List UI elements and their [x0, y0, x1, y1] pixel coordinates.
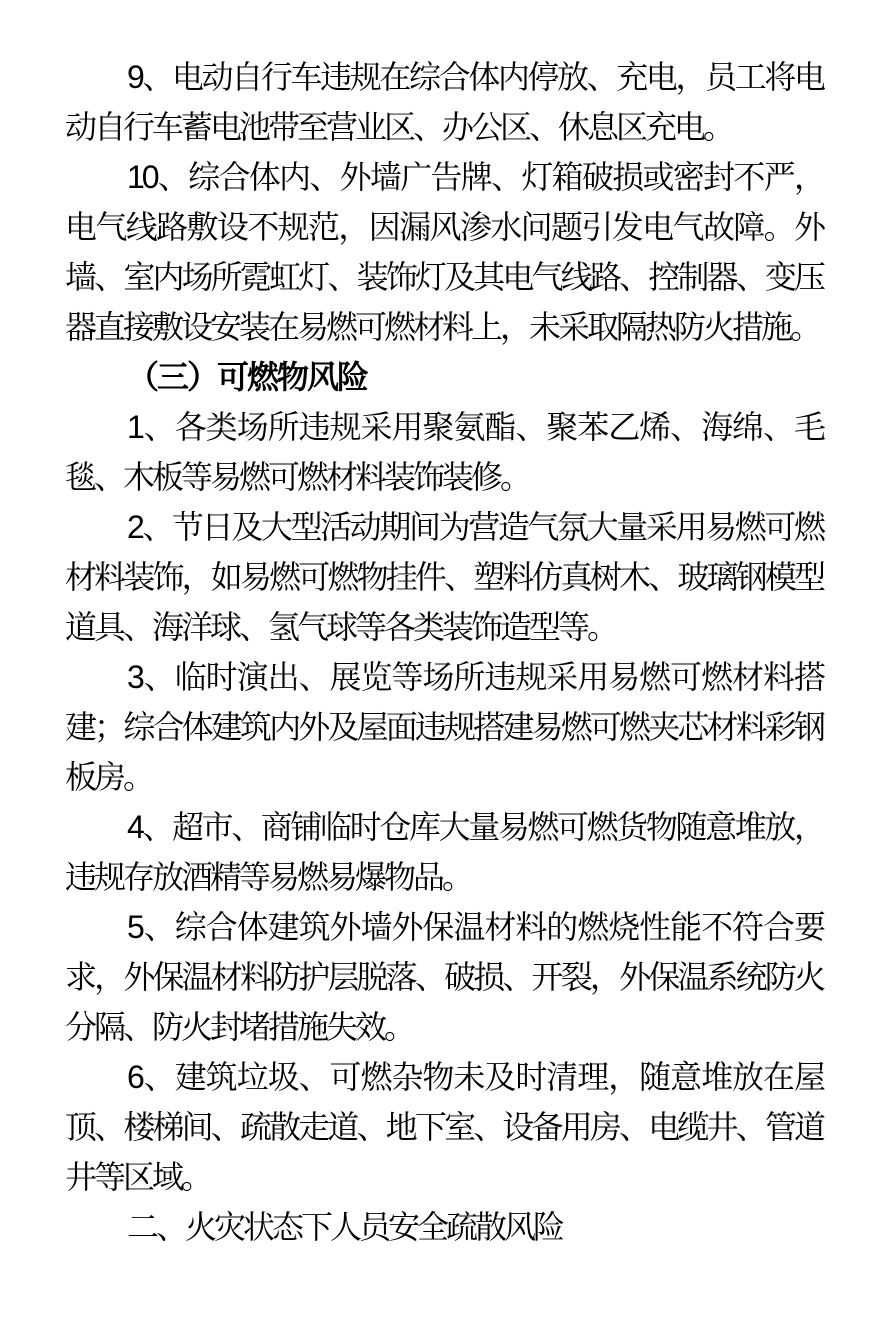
section-heading-combustibles-risk: （三）可燃物风险: [127, 359, 368, 395]
paragraph-item-10: 10、综合体内、外墙广告牌、灯箱破损或密封不严，电气线路敷设不规范，因漏风渗水问题引发电气故障。外墙、室内场所霓虹灯、装饰灯及其电气线路、控制器、变压器直接敷设安装在易燃可燃材料上，未采取隔热防火措施。: [65, 159, 823, 345]
paragraph-item-3: 3、临时演出、展览等场所违规采用易燃可燃材料搭建；综合体建筑内外及屋面违规搭建易燃可燃夹芯材料彩钢板房。: [65, 659, 823, 795]
document-body: [65, 52, 823, 1252]
paragraph-item-1: 1、各类场所违规采用聚氨酯、聚苯乙烯、海绵、毛毯、木板等易燃可燃材料装饰装修。: [65, 409, 823, 495]
paragraph-item-6: 6、建筑垃圾、可燃杂物未及时清理，随意堆放在屋顶、楼梯间、疏散走道、地下室、设备用房、电缆井、管道井等区域。: [65, 1059, 823, 1195]
paragraph-item-5: 5、综合体建筑外墙外保温材料的燃烧性能不符合要求，外保温材料防护层脱落、破损、开裂，外保温系统防火分隔、防火封堵措施失效。: [65, 909, 823, 1045]
paragraph-item-2: 2、节日及大型活动期间为营造气氛大量采用易燃可燃材料装饰，如易燃可燃物挂件、塑料仿真树木、玻璃钢模型道具、海洋球、氢气球等各类装饰造型等。: [65, 509, 823, 645]
paragraph-item-4: 4、超市、商铺临时仓库大量易燃可燃货物随意堆放，违规存放酒精等易燃易爆物品。: [65, 809, 823, 895]
section-heading-evacuation-risk: 二、火灾状态下人员安全疏散风险: [127, 1209, 563, 1245]
paragraph-item-9: 9、电动自行车违规在综合体内停放、充电，员工将电动自行车蓄电池带至营业区、办公区、休息区充电。: [65, 59, 823, 145]
